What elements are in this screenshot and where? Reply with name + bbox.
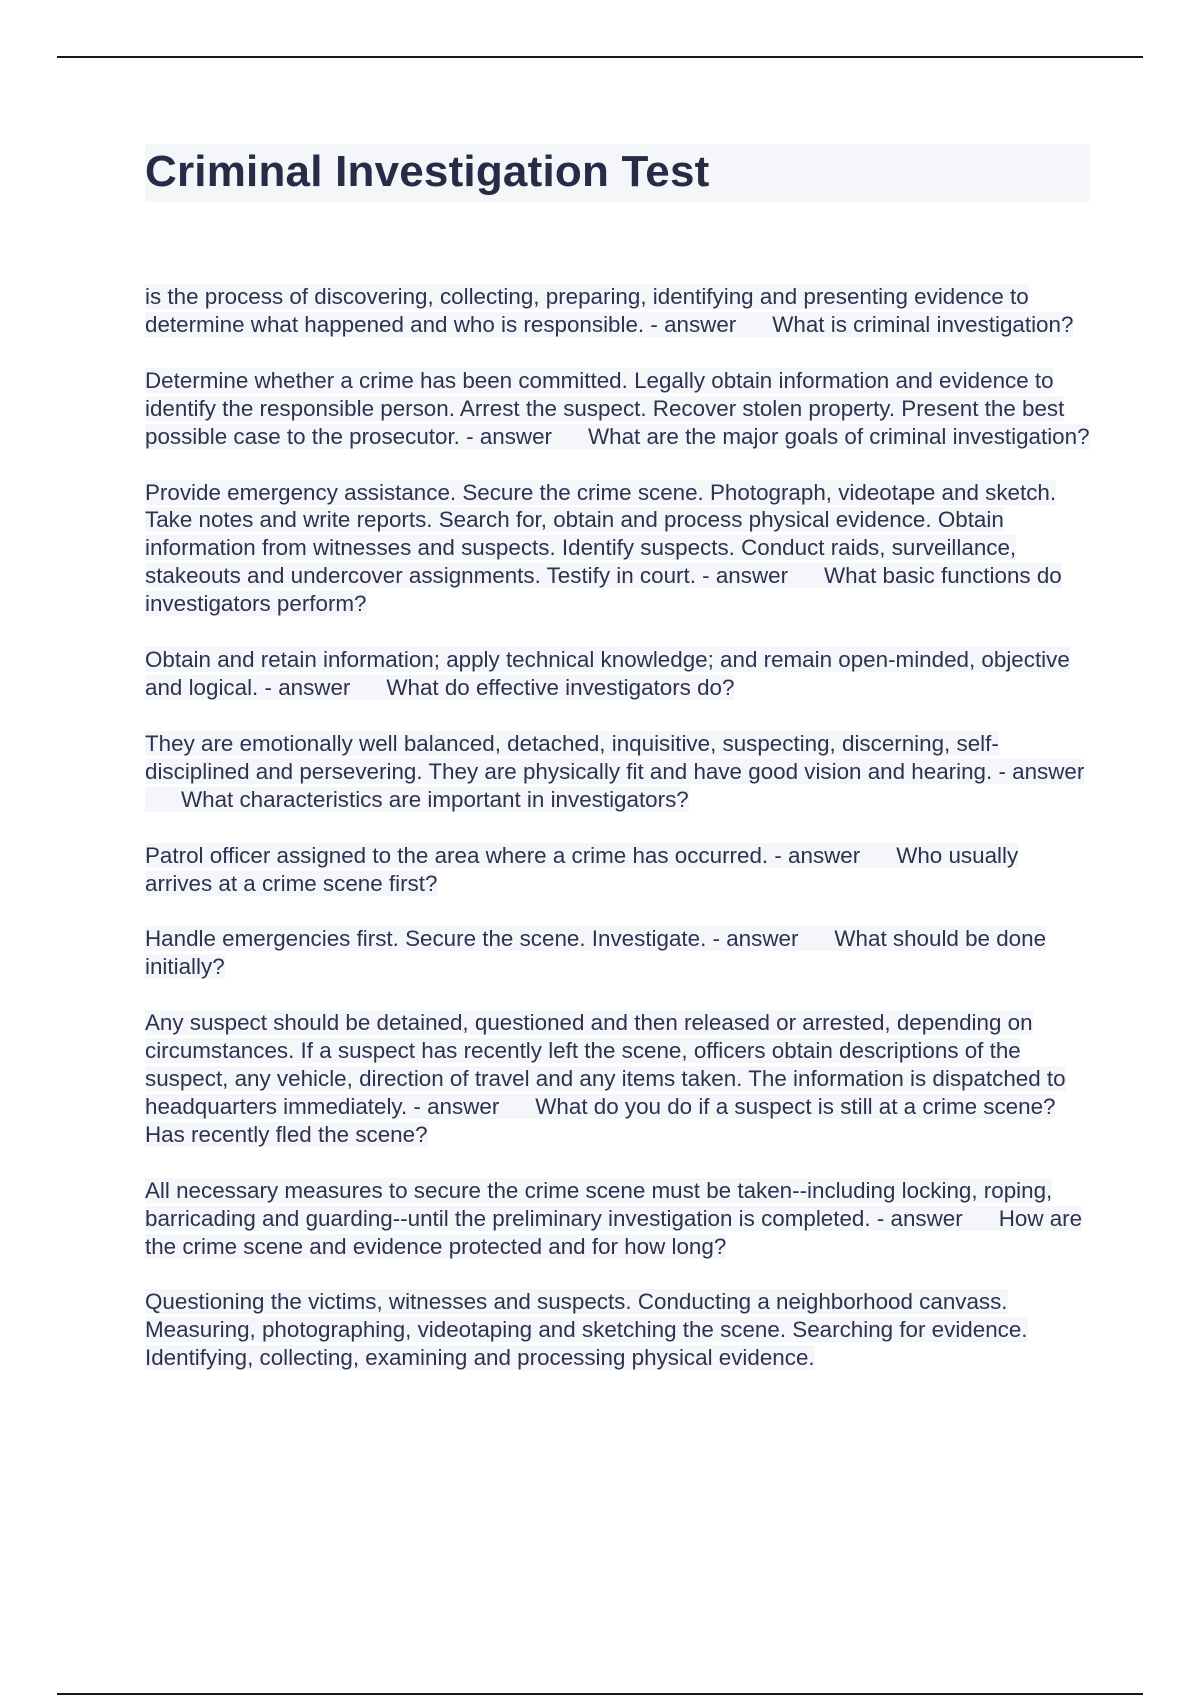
answer-text: Determine whether a crime has been committed. Legally obtain information and evidence to identify the responsible person. Arrest the suspect. Recover stolen property. Present the best possible case to the prosecutor. — [145, 367, 1065, 449]
answer-text: Obtain and retain information; apply technical knowledge; and remain open-minded, objective and logical. — [145, 647, 1070, 700]
answer-separator: - answer — [998, 758, 1085, 784]
qa-list — [145, 283, 1090, 1372]
document-body — [145, 144, 1090, 1400]
question-text: What do effective investigators do? — [386, 674, 735, 700]
answer-text: is the process of discovering, collecting, preparing, identifying and presenting evidence to determine what happened and who is responsible. — [145, 284, 1029, 337]
question-text: How are the crime scene and evidence protected and for how long? — [145, 1205, 1083, 1259]
qa-item-9 — [145, 1177, 1090, 1261]
qa-item-10 — [145, 1288, 1090, 1372]
top-rule — [57, 56, 1143, 58]
qa-item-3 — [145, 479, 1090, 619]
answer-text: They are emotionally well balanced, detached, inquisitive, suspecting, discerning, self-disciplined and persevering. They are physically fit and have good vision and hearing. — [145, 730, 999, 784]
qa-item-5 — [145, 730, 1090, 814]
answer-separator: - answer — [264, 674, 351, 700]
question-text: What characteristics are important in investigators? — [181, 786, 689, 812]
qa-item-1 — [145, 283, 1090, 339]
question-text: What should be done initially? — [145, 926, 1047, 980]
qa-item-7 — [145, 925, 1090, 981]
question-text: What basic functions do investigators perform? — [145, 563, 1062, 617]
qa-item-8 — [145, 1009, 1090, 1149]
answer-separator: - answer — [413, 1093, 500, 1119]
page-title: Criminal Investigation Test — [145, 144, 1090, 202]
answer-separator: - answer — [466, 423, 552, 449]
answer-text: Patrol officer assigned to the area where a crime has occurred. — [145, 842, 769, 868]
qa-item-4 — [145, 646, 1090, 702]
answer-separator: - answer — [702, 563, 789, 589]
qa-item-6 — [145, 842, 1090, 898]
question-text: What is criminal investigation? — [772, 311, 1074, 337]
qa-item-2 — [145, 367, 1090, 451]
answer-text: Any suspect should be detained, questioned and then released or arrested, depending on circumstances. If a suspect has recently left the scene, officers obtain descriptions of the suspect, any vehicle, direction of travel and any items taken. The information is dispatched to headquarters immediately. — [145, 1010, 1066, 1119]
question-text: What do you do if a suspect is still at a crime scene? Has recently fled the scene? — [145, 1093, 1056, 1147]
answer-separator: - answer — [876, 1205, 963, 1231]
answer-text: Questioning the victims, witnesses and suspects. Conducting a neighborhood canvass. Measuring, photographing, videotaping and sketching the scene. Searching for evidence. Identifying, collecting, examining and processing physical evidence. — [145, 1289, 1028, 1371]
answer-separator: - answer — [712, 926, 799, 952]
answer-separator: - answer — [774, 842, 861, 868]
answer-separator: - answer — [650, 311, 737, 337]
answer-text: Handle emergencies first. Secure the scene. Investigate. — [145, 926, 707, 952]
answer-text: All necessary measures to secure the crime scene must be taken--including locking, roping, barricading and guarding--until the preliminary investigation is completed. — [145, 1177, 1053, 1231]
bottom-rule — [57, 1693, 1143, 1695]
answer-text: Provide emergency assistance. Secure the crime scene. Photograph, videotape and sketch. Take notes and write reports. Search for, obtain and process physical evidence. Obtain information from witnesses and suspects. Identify suspects. Conduct raids, surveillance, stakeouts and undercover assignments. Testify in court. — [145, 479, 1057, 589]
question-text: Who usually arrives at a crime scene first? — [145, 842, 1019, 896]
question-text: What are the major goals of criminal investigation? — [588, 423, 1090, 449]
